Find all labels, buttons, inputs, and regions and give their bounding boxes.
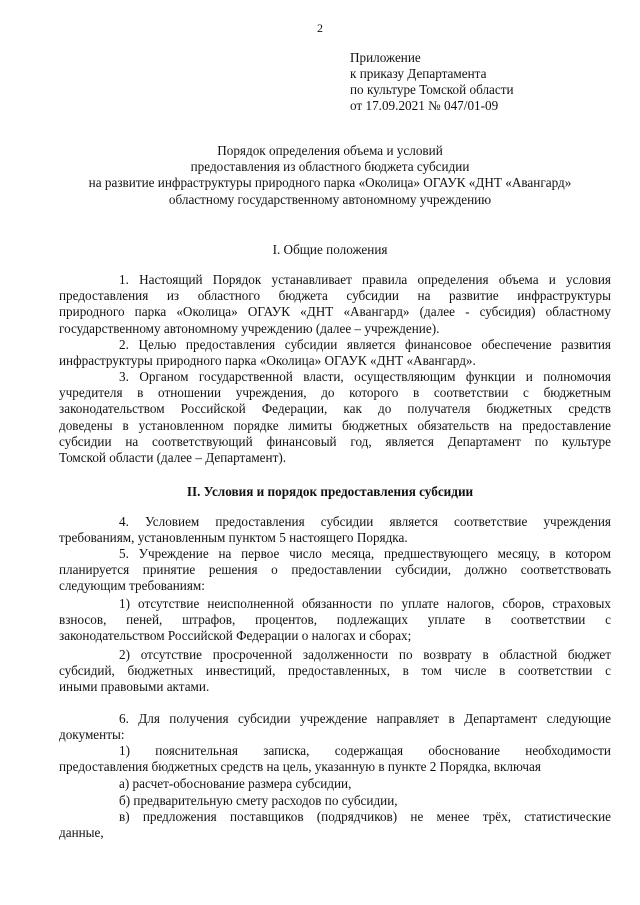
annex-line: Приложение	[350, 50, 421, 65]
text-line: государственному автономному учреждению (далее – учреждение).	[59, 320, 440, 336]
text-line: 2. Целью предоставления субсидии является финансовое обеспечение развития	[119, 337, 611, 352]
text-line: законодательством Российской Федерации, как до получателя бюджетных средств	[59, 401, 611, 417]
annex-line: к приказу Департамента	[350, 66, 487, 81]
text-line: природного парка «Околица» ОГАУК «ДНТ «Авангард» (далее - субсидия) областному	[59, 304, 611, 320]
title-line: Порядок определения объема и условий	[217, 143, 443, 158]
text-line: предоставления из областного бюджета субсидии на развитие инфраструктуры	[59, 288, 611, 304]
text-line: 6. Для получения субсидии учреждение направляет в Департамент следующие	[119, 711, 611, 726]
text-line: в) предложения поставщиков (подрядчиков) не менее трёх, статистические	[119, 809, 611, 824]
paragraph-5	[59, 546, 611, 595]
text-line: законодательством Российской Федерации о налогах и сборах;	[59, 628, 412, 644]
paragraph-3	[59, 369, 611, 466]
text-line: требованиям, установленным пунктом 5 настоящего Порядка.	[59, 530, 408, 546]
text-line: инфраструктуры природного парка «Околица» ОГАУК «ДНТ «Авангард».	[59, 353, 476, 369]
annex-line: от 17.09.2021 № 047/01-09	[350, 98, 499, 113]
annex-line: по культуре Томской области	[350, 82, 514, 97]
text-line: взносов, пеней, штрафов, процентов, подлежащих уплате в соответствии с	[59, 612, 611, 628]
text-line: субсидий, бюджетных инвестиций, предоставленных, в том числе в соответствии с	[59, 663, 611, 679]
paragraph-6	[59, 711, 611, 743]
text-line: иными правовыми актами.	[59, 679, 210, 695]
text-line: планируется принятие решения о предоставлении субсидии, должно соответствовать	[59, 562, 611, 578]
text-line: 5. Учреждение на первое число месяца, предшествующего месяцу, в котором	[119, 546, 611, 561]
paragraph-4	[59, 514, 611, 546]
list-item-c	[59, 809, 611, 841]
text-line: Томской области (далее – Департамент).	[59, 450, 287, 466]
text-line: 1) отсутствие неисполненной обязанности по уплате налогов, сборов, страховых	[119, 596, 611, 611]
paragraph-6-item-1	[59, 743, 611, 775]
page-number: 2	[317, 21, 323, 35]
text-line: 4. Условием предоставления субсидии является соответствие учреждения	[119, 514, 611, 529]
text-line: 3. Органом государственной власти, осуществляющим функции и полномочия	[119, 369, 611, 384]
list-item-a: а) расчет-обоснование размера субсидии,	[119, 776, 352, 791]
text-line: учредителя в отношении учреждения, до которого в соответствии с бюджетным	[59, 385, 611, 401]
text-line: доведены в установленном порядке лимиты бюджетных обязательств на предоставление	[59, 417, 611, 433]
title-line: предоставления из областного бюджета субсидии	[190, 159, 470, 175]
title-line: на развитие инфраструктуры природного парка «Околица» ОГАУК «ДНТ «Авангард»	[88, 175, 572, 191]
title-line: областному государственному автономному учреждению	[168, 191, 492, 207]
document-title	[40, 143, 620, 208]
text-line: субсидии на соответствующий финансовый год, является Департамент по культуре	[59, 433, 611, 449]
paragraph-5-item-2	[59, 647, 611, 696]
text-line: 1. Настоящий Порядок устанавливает правила определения объема и условия	[119, 272, 611, 287]
section-heading-2: II. Условия и порядок предоставления субсидии	[186, 484, 474, 499]
paragraph-5-item-1	[59, 596, 611, 645]
text-line: документы:	[59, 727, 125, 743]
annex-block	[350, 50, 630, 114]
list-item-b: б) предварительную смету расходов по субсидии,	[119, 793, 398, 808]
text-line: данные,	[59, 825, 104, 841]
text-line: следующим требованиям:	[59, 578, 205, 594]
text-line: предоставления бюджетных средств на цель, указанную в пункте 2 Порядка, включая	[59, 759, 541, 775]
text-line: 1) пояснительная записка, содержащая обоснование необходимости	[119, 743, 611, 758]
section-heading-1: I. Общие положения	[272, 242, 388, 257]
text-line: 2) отсутствие просроченной задолженности по возврату в областной бюджет	[119, 647, 611, 662]
paragraph-1	[59, 272, 611, 337]
paragraph-2	[59, 337, 611, 369]
